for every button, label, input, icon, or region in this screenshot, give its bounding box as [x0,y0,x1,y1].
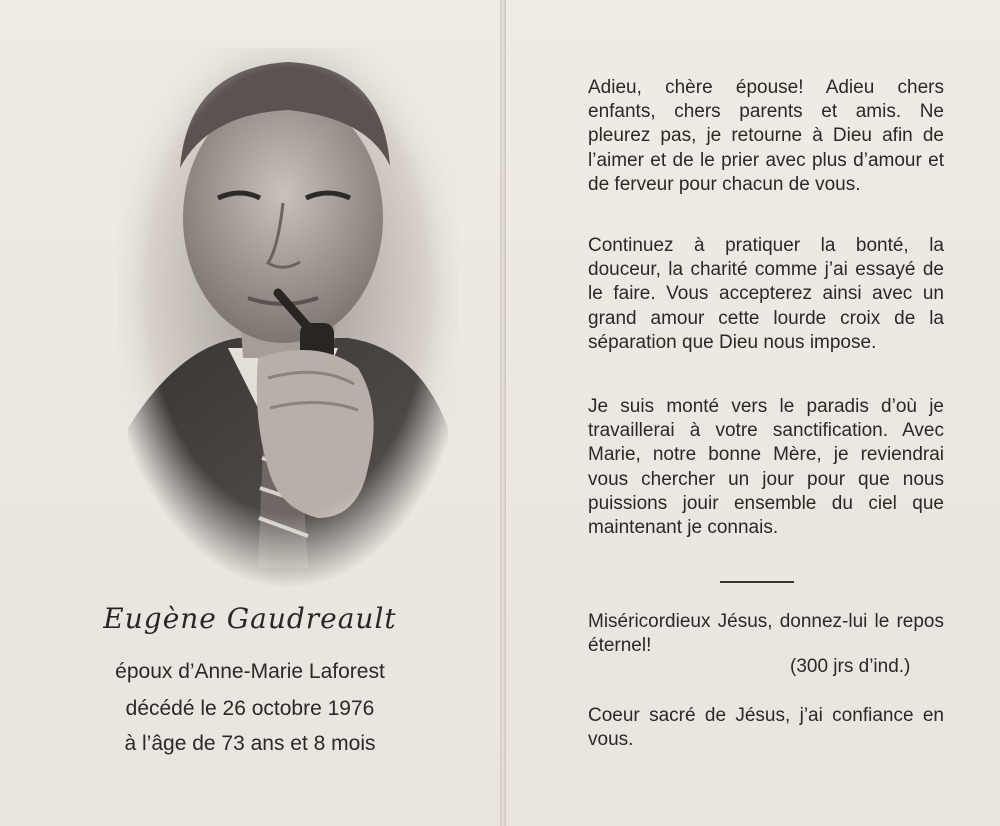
deceased-name: Eugène Gaudreault [103,602,397,635]
divider-rule [720,581,794,583]
paragraph-farewell: Adieu, chère épouse! Adieu chers enfants, chers parents et amis. Ne pleurez pas, je retourne à Dieu afin de l’aimer et de le prier avec plus d’amour et de ferveur pour chacun de vous. [588,77,944,195]
spouse-line: époux d’Anne-Marie Laforest [115,660,385,683]
prayer-sacred-heart: Coeur sacré de Jésus, j’ai confiance en vous. [588,705,944,751]
death-date-line: décédé le 26 octobre 1976 [125,697,375,720]
age-line: à l’âge de 73 ans et 8 mois [124,732,376,755]
prayer-mercy: Miséricordieux Jésus, donnez-lui le repos éternel! [588,611,944,657]
paragraph-virtues: Continuez à pratiquer la bonté, la douceur, la charité comme j’ai essayé de le faire. Vous accepterez ainsi avec un grand amour cette lourde croix de la séparation que Dieu nous impose. [588,235,944,353]
portrait-photo [118,48,458,588]
indulgence-note: (300 jrs d’ind.) [790,656,911,677]
paragraph-paradise: Je suis monté vers le paradis d’où je travaillerai à votre sanctification. Avec Marie, notre bonne Mère, je reviendrai vous chercher un jour pour que nous puissions jouir ensemble du ciel que maintenant je connais. [588,396,944,539]
